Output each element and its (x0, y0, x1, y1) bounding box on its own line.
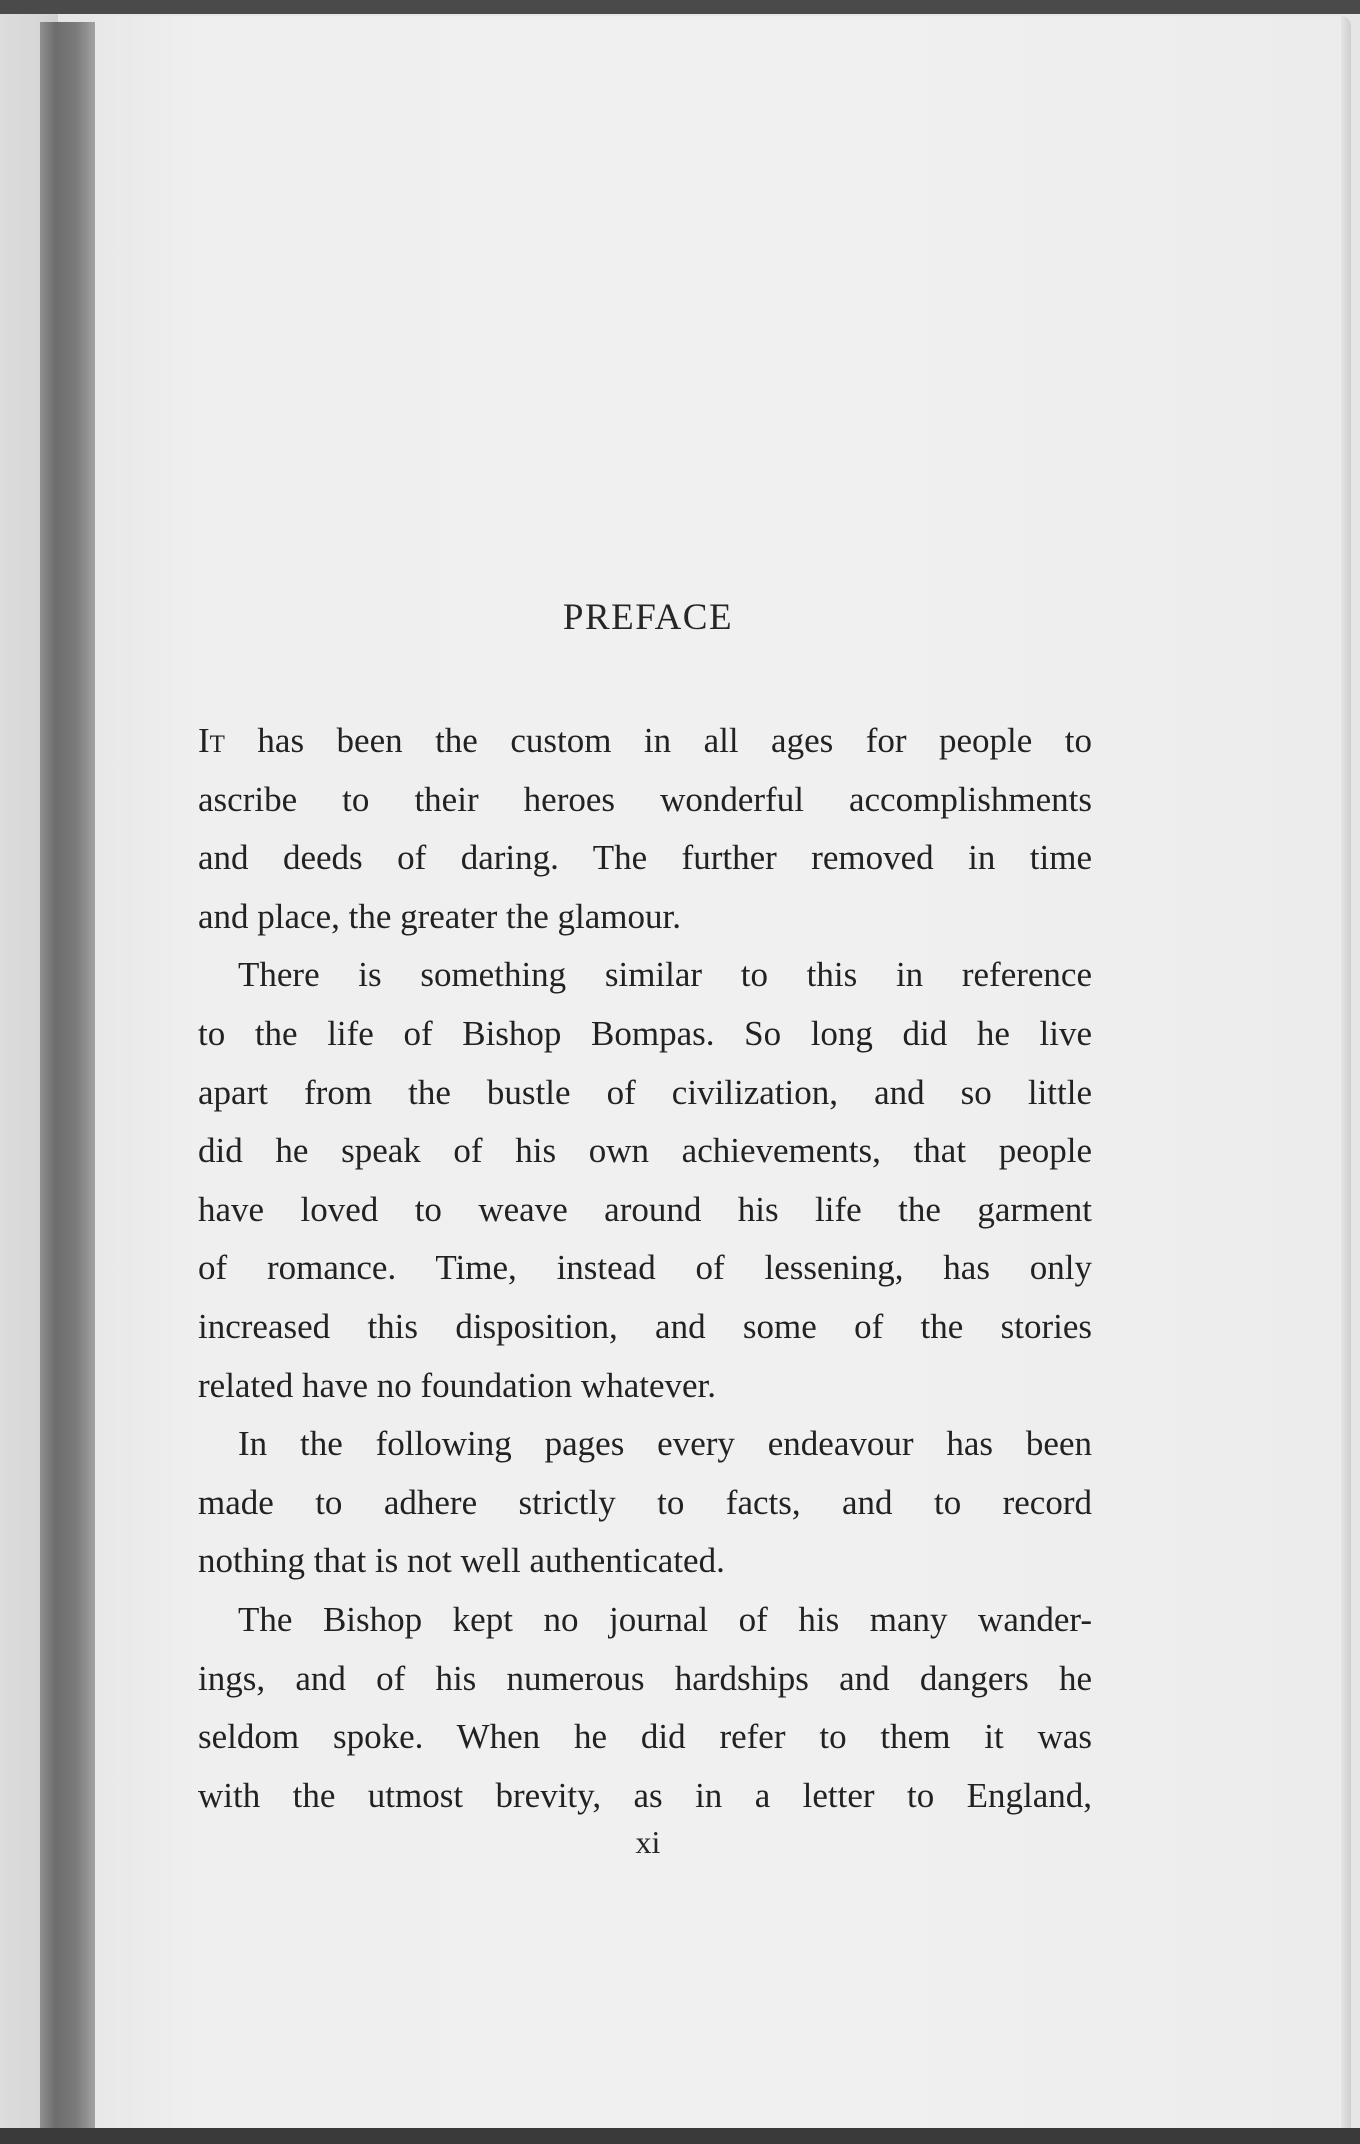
line-text: apart from the bustle of civilization, and so little (198, 1072, 1092, 1112)
text-line (198, 1708, 1092, 1767)
page-number: xi (635, 1824, 661, 1860)
page-outer-edge (1341, 16, 1351, 2134)
text-line (198, 1122, 1092, 1181)
opening-word: It (198, 721, 225, 760)
line-text: nothing that is not well authenticated. (198, 1541, 725, 1581)
scan-bottom-border (0, 2128, 1360, 2144)
text-line (198, 888, 1092, 947)
text-line (198, 1298, 1092, 1357)
text-line (198, 1650, 1092, 1709)
line-text: seldom spoke. When he did refer to them it was (198, 1717, 1092, 1757)
line-text: ings, and of his numerous hardships and dangers he (198, 1658, 1092, 1698)
text-line (198, 946, 1092, 1005)
text-line (198, 1064, 1092, 1123)
line-text: and deeds of daring. The further removed in time (198, 838, 1092, 878)
text-line (198, 1532, 1092, 1591)
page-title: PREFACE (562, 597, 734, 638)
text-line (198, 1357, 1092, 1416)
line-text: of romance. Time, instead of lessening, has only (198, 1248, 1092, 1288)
text-line (198, 1474, 1092, 1533)
line-text: increased this disposition, and some of the stories (198, 1306, 1092, 1346)
preface-body (198, 712, 1092, 1825)
text-line (198, 1181, 1092, 1240)
line-text: The Bishop kept no journal of his many wander- (238, 1599, 1092, 1639)
line-text: made to adhere strictly to facts, and to record (198, 1482, 1092, 1522)
line-text: There is something similar to this in reference (238, 955, 1092, 995)
line-text: with the utmost brevity, as in a letter to England, (198, 1775, 1092, 1815)
text-line (198, 1005, 1092, 1064)
line-text: have loved to weave around his life the garment (198, 1189, 1092, 1229)
line-text: and place, the greater the glamour. (198, 896, 681, 936)
text-line (198, 712, 1092, 771)
line-text: In the following pages every endeavour has been (238, 1424, 1092, 1464)
line-text: related have no foundation whatever. (198, 1365, 716, 1405)
text-line (198, 1415, 1092, 1474)
line-text: to the life of Bishop Bompas. So long did he live (198, 1013, 1092, 1053)
text-line (198, 829, 1092, 888)
text-line (198, 1239, 1092, 1298)
text-line (198, 1767, 1092, 1826)
line-text: has been the custom in all ages for people to (224, 721, 1092, 760)
line-text: did he speak of his own achievements, that people (198, 1131, 1092, 1171)
line-text: ascribe to their heroes wonderful accomplishments (198, 779, 1092, 819)
text-line (198, 1591, 1092, 1650)
text-line (198, 771, 1092, 830)
scan-top-border (0, 0, 1360, 14)
